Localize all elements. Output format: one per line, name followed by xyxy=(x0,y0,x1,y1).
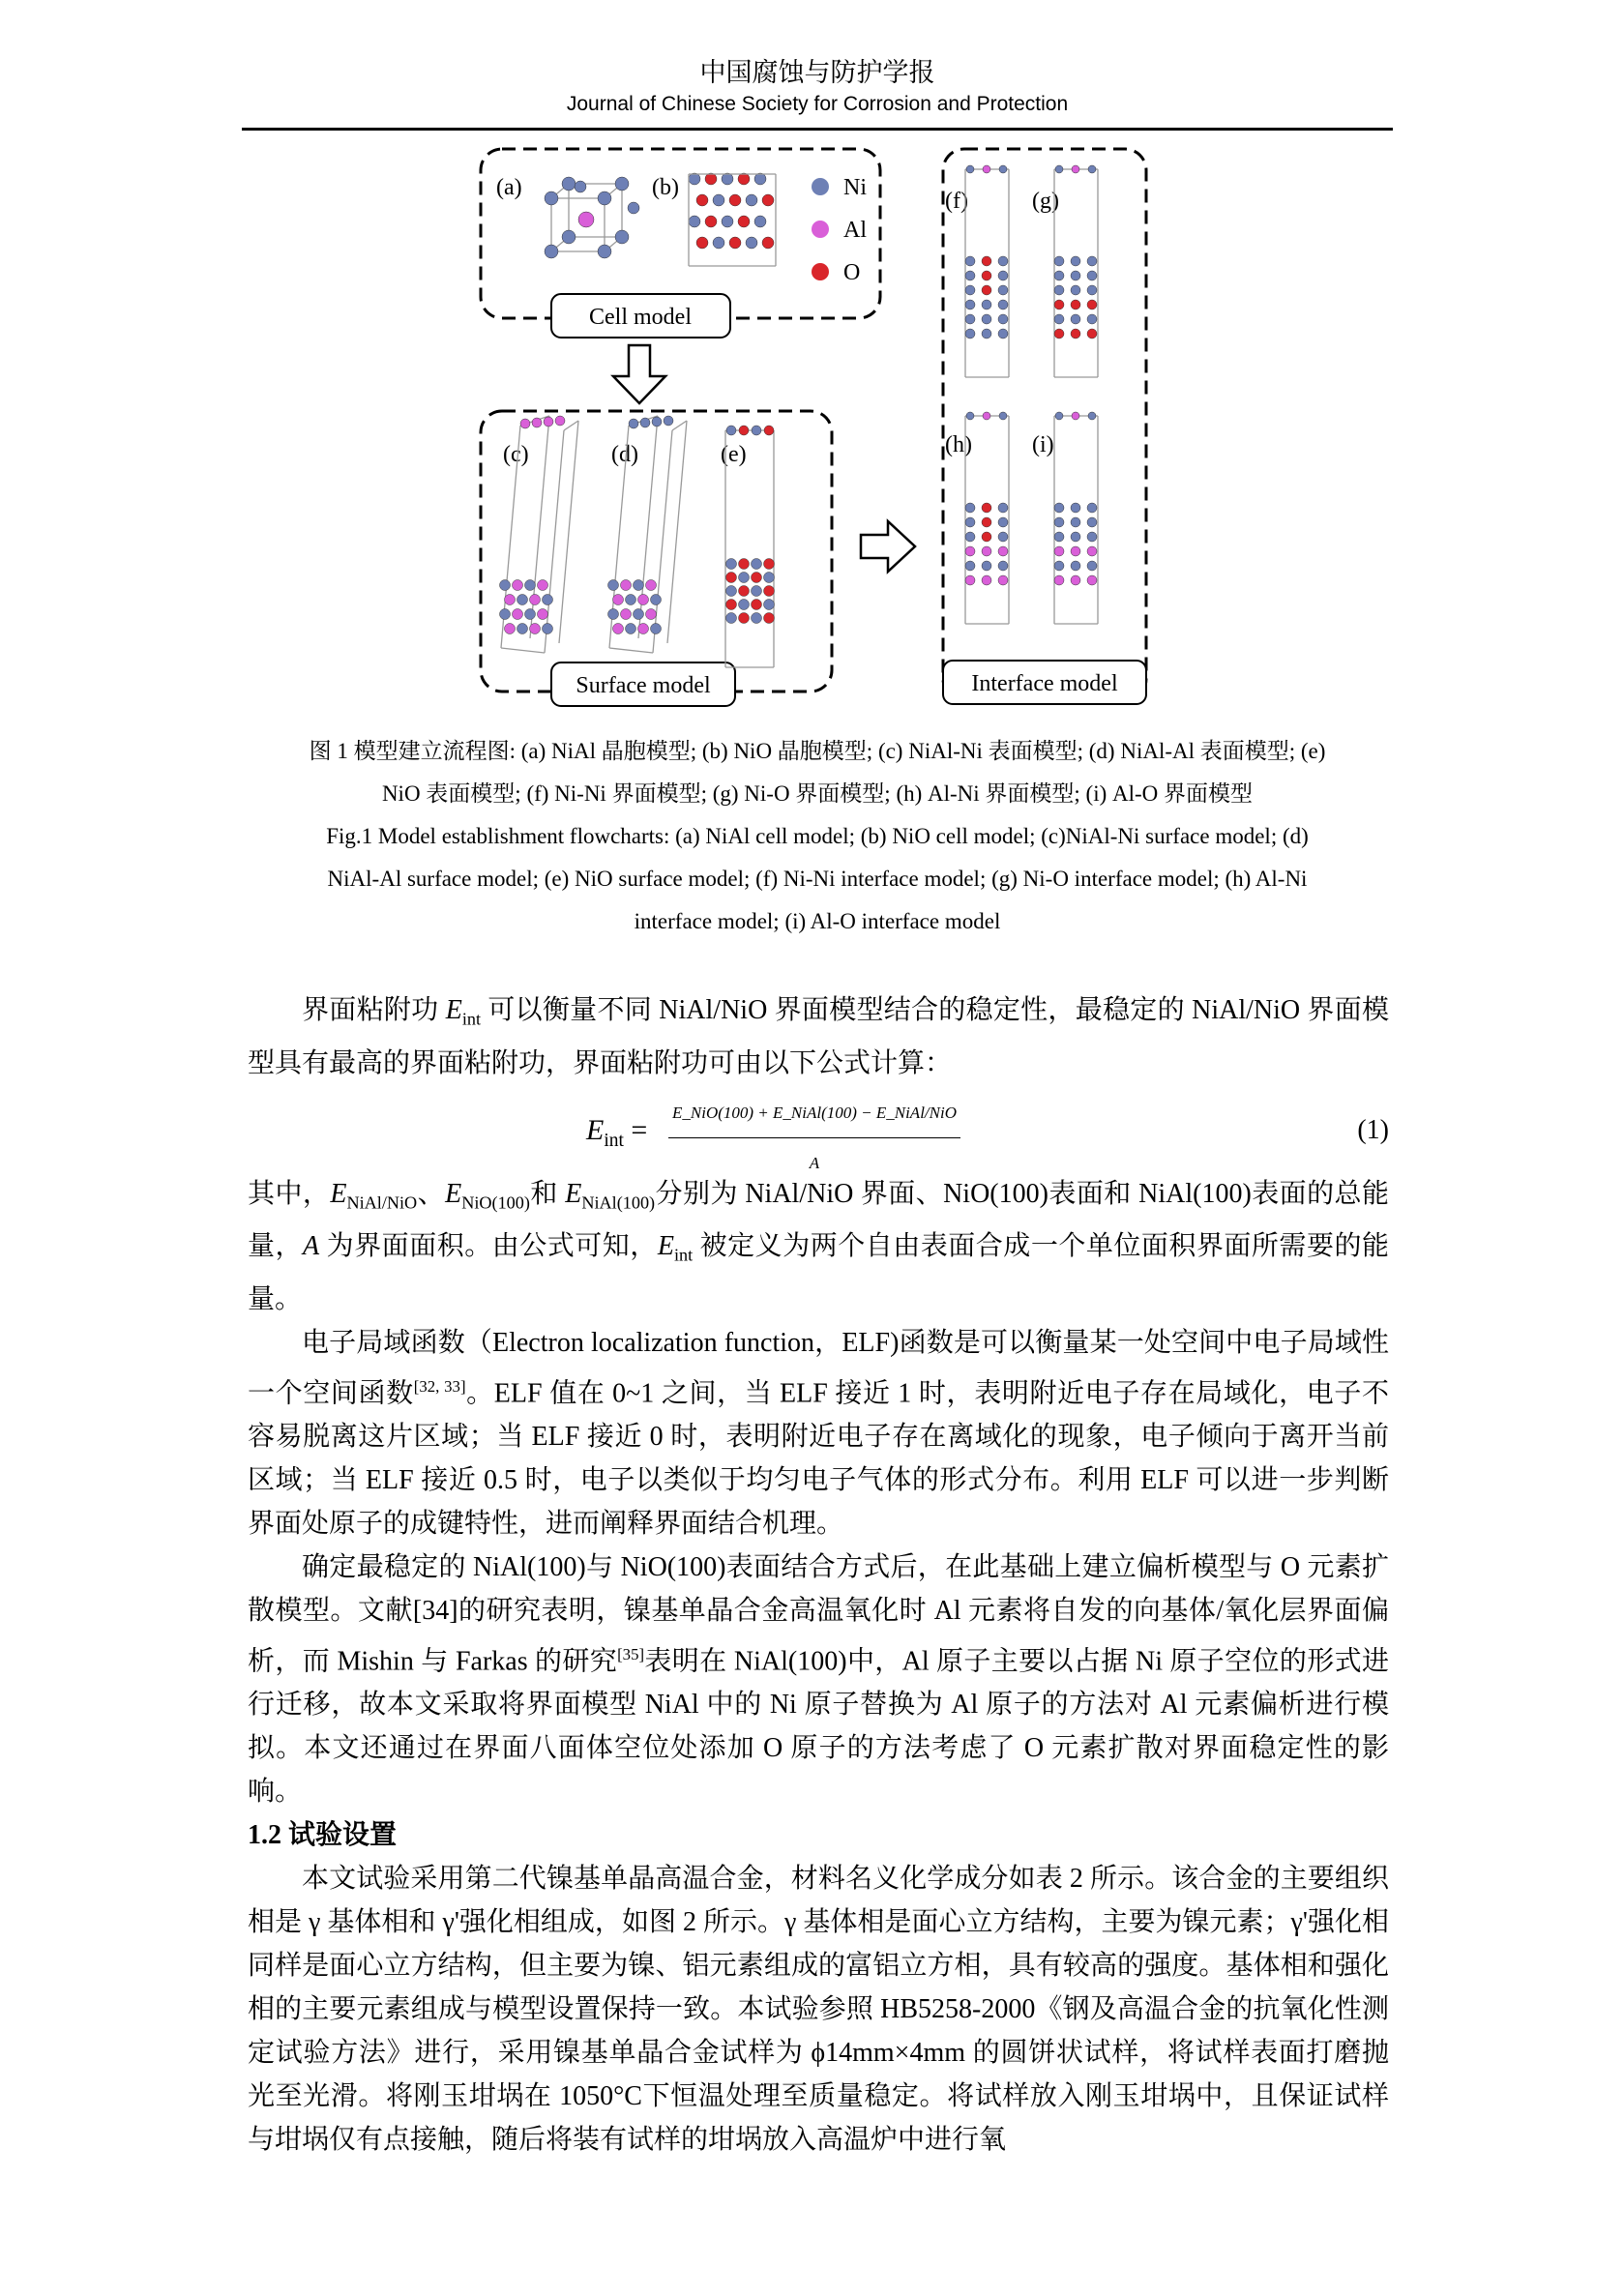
atom xyxy=(1087,561,1097,571)
atom xyxy=(640,418,650,427)
atom xyxy=(965,546,975,556)
equation-number: (1) xyxy=(1357,1114,1389,1145)
atom xyxy=(998,285,1008,295)
atom xyxy=(764,573,775,583)
atom xyxy=(696,237,708,249)
atom xyxy=(517,624,528,634)
figure-caption xyxy=(242,730,1393,943)
legend-o-swatch xyxy=(812,263,829,280)
atom xyxy=(545,245,558,258)
atom xyxy=(578,212,594,227)
atom xyxy=(998,271,1008,280)
atom xyxy=(525,580,536,591)
atom xyxy=(965,517,975,527)
atom xyxy=(689,216,700,227)
atom xyxy=(1055,412,1063,420)
atom xyxy=(705,173,717,185)
body-text xyxy=(248,988,1389,2162)
atom xyxy=(705,216,717,227)
equation-1 xyxy=(248,1085,1389,1172)
panel-label-a: (a) xyxy=(496,175,522,200)
atom xyxy=(738,216,750,227)
atom xyxy=(754,173,766,185)
atom xyxy=(1054,285,1064,295)
atom xyxy=(1054,271,1064,280)
atom xyxy=(1071,503,1080,513)
atom xyxy=(1071,575,1080,585)
cell-model-label: Cell model xyxy=(589,305,692,330)
journal-title-en: Journal of Chinese Society for Corrosion and Protection xyxy=(566,93,1069,115)
atom xyxy=(1071,314,1080,324)
atom xyxy=(713,237,724,249)
atom xyxy=(739,600,750,610)
panel-label-i: (i) xyxy=(1032,432,1054,457)
atom xyxy=(1054,517,1064,527)
atom xyxy=(998,329,1008,339)
atom xyxy=(1087,546,1097,556)
atom xyxy=(746,194,757,206)
atom xyxy=(613,624,624,634)
atom xyxy=(764,586,775,597)
atom xyxy=(621,580,632,591)
atom xyxy=(1054,532,1064,542)
atom xyxy=(965,314,975,324)
atom xyxy=(965,256,975,266)
atom xyxy=(982,546,991,556)
equation-numerator: E_NiO(100) + E_NiAl(100) − E_NiAl/NiO xyxy=(668,1091,960,1138)
atom xyxy=(1087,256,1097,266)
header-rule xyxy=(242,128,1393,131)
atom xyxy=(729,194,741,206)
atom xyxy=(517,595,528,605)
atom xyxy=(998,300,1008,309)
atom xyxy=(998,503,1008,513)
cell-edge xyxy=(564,421,578,430)
atom xyxy=(615,230,629,244)
atom xyxy=(608,609,619,620)
atom xyxy=(638,624,649,634)
atom xyxy=(538,609,548,620)
atom xyxy=(982,532,991,542)
atom xyxy=(965,329,975,339)
atom xyxy=(965,575,975,585)
atom xyxy=(689,173,700,185)
caption-line: 图 1 模型建立流程图: (a) NiAl 晶胞模型; (b) NiO 晶胞模型; (c) NiAl-Ni 表面模型; (d) NiAl-Al 表面模型; (e) xyxy=(309,739,1326,763)
atom xyxy=(1087,503,1097,513)
atom xyxy=(1054,329,1064,339)
section-heading: 1.2 试验设置 xyxy=(248,1820,398,1851)
atom xyxy=(965,300,975,309)
legend-ni-swatch xyxy=(812,178,829,195)
atom xyxy=(646,580,657,591)
panel-label-e: (e) xyxy=(721,442,747,467)
atom xyxy=(613,595,624,605)
caption-line: Fig.1 Model establishment flowcharts: (a) NiAl cell model; (b) NiO cell model; (c)NiAl-Ni surface model; (d) xyxy=(326,824,1309,848)
atom xyxy=(722,173,733,185)
atom xyxy=(626,624,636,634)
panel-label-d: (d) xyxy=(611,442,638,467)
atom xyxy=(982,561,991,571)
atom xyxy=(651,624,662,634)
cell-edge xyxy=(609,648,653,653)
atom xyxy=(726,559,737,570)
atom xyxy=(634,580,644,591)
atom xyxy=(1071,546,1080,556)
atom xyxy=(738,173,750,185)
atom xyxy=(555,416,565,426)
atom xyxy=(752,573,762,583)
atom xyxy=(629,419,638,428)
atom xyxy=(726,600,737,610)
atom xyxy=(634,609,644,620)
paragraph: 本文试验采用第二代镍基单晶高温合金，材料名义化学成分如表 2 所示。该合金的主要组织相是 γ 基体相和 γ'强化相组成，如图 2 所示。γ 基体相是面心立方结构，主要为镍元素；γ'强化相同样是面心立方结构，但主要为镍、铝元素组成的富铝立方相，具有较高的强度。基体相和强化相的主要元素组成与模型设置保持一致。本试验参照 HB5258-2000《钢及高温合金的抗氧化性测定试验方法》进行，采用镍基单晶合金试样为 ϕ14mm×4mm 的圆饼状试样，将试样表面打磨抛光至光滑。将刚玉坩埚在 1050°C下恒温处理至质量稳定。将试样放入刚玉坩埚中，且保证试样与坩埚仅有点接触，随后将装有试样的坩埚放入高温炉中进行氧 xyxy=(248,1864,1389,2156)
atom xyxy=(713,194,724,206)
atom xyxy=(764,613,775,624)
atom xyxy=(998,532,1008,542)
atom xyxy=(646,609,657,620)
paragraph: 确定最稳定的 NiAl(100)与 NiO(100)表面结合方式后，在此基础上建立偏析模型与 O 元素扩散模型。文献[34]的研究表明，镍基单晶合金高温氧化时 Al 元素将自发的向基体/氧化层界面偏析，而 Mishin 与 Farkas 的研究[35]表明在 NiAl(100)中，Al 原子主要以占据 Ni 原子空位的形式进行迁移，故本文采取将界面模型 NiAl 中的 Ni 原子替换为 Al 原子的方法对 Al 元素偏析进行模拟。本文还通过在界面八面体空位处添加 O 原子的方法考虑了 O 元素扩散对界面稳定性的影响。 xyxy=(248,1552,1389,1808)
atom xyxy=(525,609,536,620)
atom xyxy=(543,595,553,605)
legend-ni: Ni xyxy=(843,175,867,200)
atom xyxy=(1071,256,1080,266)
paragraph: 界面粘附功 $E_{int}$ 可以衡量不同 NiAl/NiO 界面模型结合的稳定性，最稳定的 NiAl/NiO 界面模型具有最高的界面粘附功，界面粘附功可由以下公式计算： xyxy=(248,995,1389,1078)
atom xyxy=(638,595,649,605)
atom xyxy=(1071,329,1080,339)
atom xyxy=(982,329,991,339)
caption-line: NiO 表面模型; (f) Ni-Ni 界面模型; (g) Ni-O 界面模型; (h) Al-Ni 界面模型; (i) Al-O 界面模型 xyxy=(381,781,1254,806)
legend-al: Al xyxy=(843,218,867,243)
atom xyxy=(982,314,991,324)
atom xyxy=(983,165,990,173)
atom xyxy=(1055,165,1063,173)
down-arrow-icon xyxy=(613,345,665,403)
atom xyxy=(1071,271,1080,280)
atom xyxy=(1087,300,1097,309)
equation-fraction xyxy=(668,1091,960,1185)
atom xyxy=(752,559,762,570)
atom xyxy=(520,419,530,428)
atom xyxy=(538,580,548,591)
atom xyxy=(764,559,775,570)
atom xyxy=(1087,575,1097,585)
atom xyxy=(543,624,553,634)
running-header xyxy=(242,56,1393,118)
atom xyxy=(999,165,1007,173)
atom xyxy=(1087,517,1097,527)
atom xyxy=(722,216,733,227)
atom xyxy=(562,230,576,244)
atom xyxy=(965,285,975,295)
panel-label-c: (c) xyxy=(503,442,529,467)
atom xyxy=(965,532,975,542)
atom xyxy=(1054,561,1064,571)
panel-label-f: (f) xyxy=(945,189,968,214)
atom xyxy=(513,609,523,620)
atom xyxy=(764,600,775,610)
interface-model-box xyxy=(943,149,1146,700)
atom xyxy=(652,417,662,427)
atom xyxy=(726,573,737,583)
atom xyxy=(1054,575,1064,585)
atom xyxy=(982,300,991,309)
atom xyxy=(628,202,639,214)
figure-1 xyxy=(464,140,1161,711)
atom xyxy=(545,191,558,205)
atom xyxy=(598,191,611,205)
atom xyxy=(965,503,975,513)
atom xyxy=(575,181,586,192)
atom xyxy=(983,412,990,420)
atom xyxy=(752,613,762,624)
atom xyxy=(982,575,991,585)
atom xyxy=(1072,412,1079,420)
caption-line: NiAl-Al surface model; (e) NiO surface model; (f) Ni-Ni interface model; (g) Ni-O interface model; (h) Al-Ni xyxy=(327,867,1308,891)
atom xyxy=(1054,503,1064,513)
atom xyxy=(966,412,974,420)
legend-o: O xyxy=(843,260,861,285)
atom xyxy=(1071,300,1080,309)
atom xyxy=(739,573,750,583)
flowchart-figure xyxy=(464,140,1161,711)
atom xyxy=(500,580,511,591)
panel-label-b: (b) xyxy=(652,175,679,200)
atom xyxy=(726,613,737,624)
atom xyxy=(1088,412,1096,420)
atom xyxy=(965,561,975,571)
atom xyxy=(998,517,1008,527)
atom xyxy=(1054,314,1064,324)
atom xyxy=(764,426,774,435)
atom xyxy=(530,624,541,634)
atom xyxy=(1072,165,1079,173)
atom xyxy=(651,595,662,605)
atom xyxy=(500,609,511,620)
atom xyxy=(998,256,1008,266)
paragraph: 电子局域函数（Electron localization function，ELF)函数是可以衡量某一处空间中电子局域性一个空间函数[32, 33]。ELF 值在 0~1 之间，当 ELF 接近 1 时，表明附近电子存在局域化，电子不容易脱离这片区域；当 ELF 接近 0 时，表明附近电子存在离域化的现象，电子倾向于离开当前区域；当 ELF 接近 0.5 时，电子以类似于均匀电子气体的形式分布。利用 ELF 可以进一步判断界面处原子的成键特性，进而阐释界面结合机理。 xyxy=(248,1327,1389,1540)
atom xyxy=(739,559,750,570)
atom xyxy=(739,613,750,624)
atom xyxy=(965,271,975,280)
atom xyxy=(532,418,542,427)
atom xyxy=(1054,300,1064,309)
journal-title-cn: 中国腐蚀与防护学报 xyxy=(699,58,935,88)
atom xyxy=(739,586,750,597)
equation-lhs: $E_{int}$ = xyxy=(586,1113,648,1151)
atom xyxy=(608,580,619,591)
atom xyxy=(562,177,576,191)
atom xyxy=(726,586,737,597)
atom xyxy=(615,177,629,191)
atom xyxy=(754,216,766,227)
atom xyxy=(1071,561,1080,571)
atom xyxy=(752,426,761,435)
atom xyxy=(1071,517,1080,527)
surface-model-label: Surface model xyxy=(576,673,711,698)
atom xyxy=(739,426,749,435)
right-arrow-icon xyxy=(861,521,915,572)
atom xyxy=(966,165,974,173)
atom xyxy=(1087,314,1097,324)
atom xyxy=(982,503,991,513)
panel-label-h: (h) xyxy=(945,432,972,457)
atom xyxy=(1087,532,1097,542)
atom xyxy=(982,256,991,266)
atom xyxy=(752,586,762,597)
atom xyxy=(513,580,523,591)
atom xyxy=(998,575,1008,585)
panel-label-g: (g) xyxy=(1032,189,1059,214)
cell-edge xyxy=(501,648,545,653)
atom xyxy=(752,600,762,610)
cell-edge xyxy=(672,421,687,430)
atom xyxy=(505,595,516,605)
atom xyxy=(530,595,541,605)
atom xyxy=(726,426,736,435)
atom xyxy=(1071,285,1080,295)
caption-line: interface model; (i) Al-O interface model xyxy=(634,909,1001,933)
atom xyxy=(982,285,991,295)
atom xyxy=(998,546,1008,556)
atom-models xyxy=(500,165,1099,667)
legend-al-swatch xyxy=(812,221,829,238)
atom xyxy=(982,271,991,280)
atom xyxy=(1054,546,1064,556)
interface-model-label: Interface model xyxy=(971,671,1118,696)
atom xyxy=(729,237,741,249)
atom xyxy=(598,245,611,258)
atom xyxy=(1054,256,1064,266)
atom xyxy=(746,237,757,249)
atom xyxy=(762,237,774,249)
atom xyxy=(1087,285,1097,295)
atom xyxy=(626,595,636,605)
atom xyxy=(1088,165,1096,173)
equation-denominator: A xyxy=(809,1153,820,1172)
atom xyxy=(998,561,1008,571)
atom xyxy=(696,194,708,206)
atom xyxy=(621,609,632,620)
atom xyxy=(1087,271,1097,280)
atom xyxy=(762,194,774,206)
surface-model-box xyxy=(481,411,832,692)
atom xyxy=(544,417,553,427)
atom xyxy=(998,314,1008,324)
atom xyxy=(1071,532,1080,542)
atom xyxy=(505,624,516,634)
atom xyxy=(999,412,1007,420)
atom xyxy=(982,517,991,527)
atom xyxy=(1087,329,1097,339)
atom xyxy=(664,416,673,426)
paragraph: 其中，$E_{NiAl/NiO}$、$E_{NiO(100)}$和 $E_{NiAl(100)}$分别为 NiAl/NiO 界面、NiO(100)表面和 NiAl(100)表面的总能量，A 为界面面积。由公式可知，$E_{int}$ 被定义为两个自由表面合成一个单位面积界面所需要的能量。 xyxy=(248,1178,1389,1314)
